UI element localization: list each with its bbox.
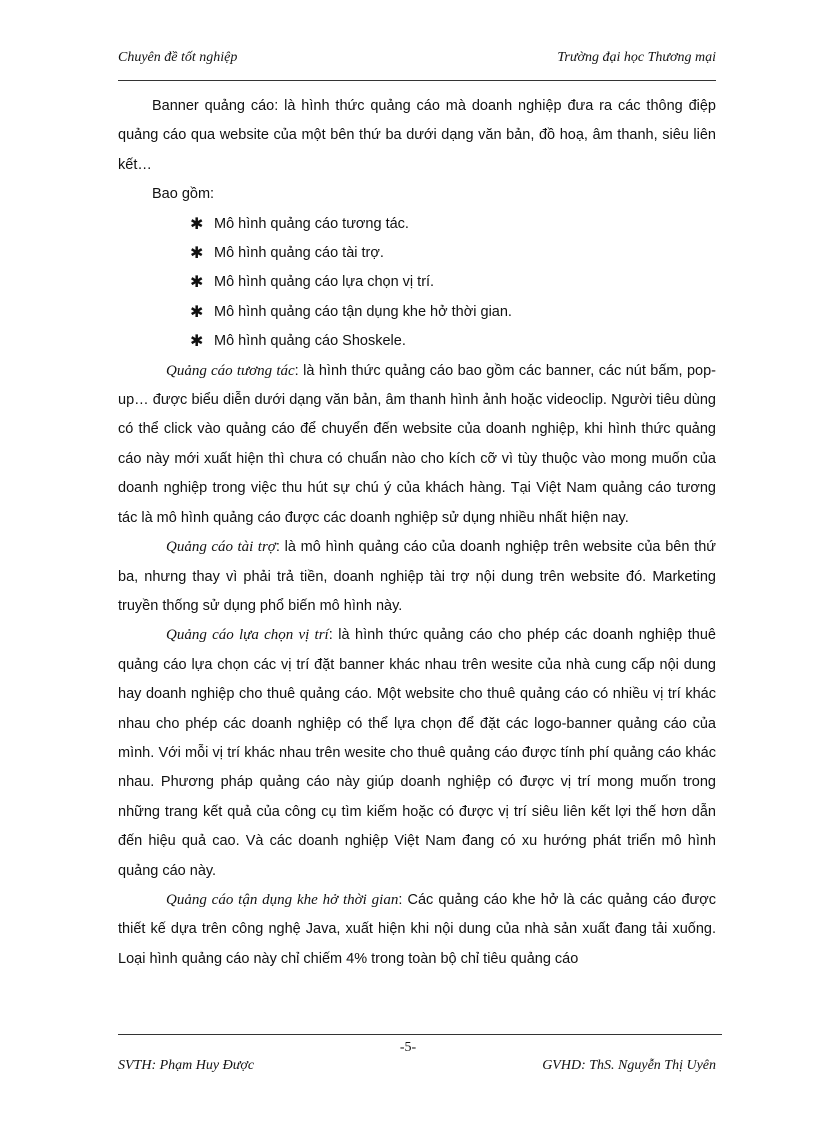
section-text: : là hình thức quảng cáo bao gồm các banner, các nút bấm, pop-up… được biểu diễn dưới dạng văn bản, âm thanh hình ảnh hoặc videoclip. Người tiêu dùng có thể click vào quảng cáo để chuyển đến website của doanh nghiệp, khi hình thức quảng cáo này mới xuất hiện thì chưa có chuẩn nào cho kích cỡ vì tùy thuộc vào mong muốn của doanh nghiệp trong việc thu hút sự chú ý của khách hàng. Tại Việt Nam quảng cáo tương tác là mô hình quảng cáo được các doanh nghiệp sử dụng nhiều nhất hiện nay.	[118, 362, 716, 526]
section-term: Quảng cáo tận dụng khe hở thời gian	[166, 891, 399, 908]
list-item: ✱ Mô hình quảng cáo lựa chọn vị trí.	[190, 268, 716, 297]
asterisk-icon: ✱	[190, 303, 204, 321]
list-item: ✱ Mô hình quảng cáo tài trợ.	[190, 239, 716, 268]
list-item: ✱ Mô hình quảng cáo Shoskele.	[190, 327, 716, 356]
footer-divider	[118, 1034, 722, 1035]
section-interstitial-ads	[118, 886, 716, 974]
list-item: ✱ Mô hình quảng cáo tận dụng khe hở thời gian.	[190, 298, 716, 327]
document-body	[118, 92, 716, 974]
section-placement-ads	[118, 621, 716, 886]
section-term: Quảng cáo tương tác	[166, 362, 295, 379]
section-sponsored-ads	[118, 533, 716, 621]
asterisk-icon: ✱	[190, 245, 204, 263]
section-term: Quảng cáo tài trợ	[166, 539, 276, 556]
asterisk-icon: ✱	[190, 215, 204, 233]
footer-student: SVTH: Phạm Huy Được	[118, 1058, 255, 1073]
section-text: : là hình thức quảng cáo cho phép các doanh nghiệp thuê quảng cáo lựa chọn các vị trí đặt banner khác nhau trên wesite của nhà cung cấp nội dung hay doanh nghiệp cho thuê quảng cáo. Một website cho thuê quảng cáo có nhiều vị trí khác nhau cho phép các doanh nghiệp có thể lựa chọn để đặt các logo-banner quảng cáo của mình. Với mỗi vị trí khác nhau trên wesite cho thuê quảng cáo được tính phí quảng cáo khác nhau. Phương pháp quảng cáo này giúp doanh nghiệp có được vị trí mong muốn trong những trang kết quả của công cụ tìm kiếm hoặc có được vị trí siêu liên kết lợi thế hơn dẫn đến hiệu quả cao. Và các doanh nghiệp Việt Nam đang có xu hướng phát triển mô hình quảng cáo này.	[118, 627, 716, 879]
page-header	[118, 50, 716, 81]
section-term: Quảng cáo lựa chọn vị trí	[166, 627, 329, 644]
header-left-title: Chuyên đề tốt nghiệp	[118, 50, 238, 65]
section-interactive-ads	[118, 357, 716, 533]
section-text: : là mô hình quảng cáo của doanh nghiệp trên website của bên thứ ba, nhưng thay vì phải trả tiền, doanh nghiệp tài trợ nội dung trên website đó. Marketing truyền thống sử dụng phổ biến mô hình này.	[118, 539, 717, 614]
page-number: -5-	[399, 1040, 417, 1055]
bao-gom-label: Bao gồm:	[152, 186, 215, 203]
list-item: ✱ Mô hình quảng cáo tương tác.	[190, 210, 716, 239]
intro-paragraph: Banner quảng cáo: là hình thức quảng cáo mà doanh nghiệp đưa ra các thông điệp quảng cáo qua website của một bên thứ ba dưới dạng văn bản, đồ hoạ, âm thanh, siêu liên kết…	[118, 98, 716, 173]
asterisk-icon: ✱	[190, 274, 204, 292]
section-text: : Các quảng cáo khe hở là các quảng cáo được thiết kế dựa trên công nghệ Java, xuất hiện khi nội dung của nhà sản xuất đang tải xuống. Loại hình quảng cáo này chỉ chiếm 4% trong toàn bộ chỉ tiêu quảng cáo	[118, 891, 716, 967]
footer-advisor: GVHD: ThS. Nguyễn Thị Uyên	[542, 1058, 716, 1073]
header-right-title: Trường đại học Thương mại	[557, 50, 716, 65]
asterisk-icon: ✱	[190, 333, 204, 351]
bullet-list	[118, 210, 716, 357]
